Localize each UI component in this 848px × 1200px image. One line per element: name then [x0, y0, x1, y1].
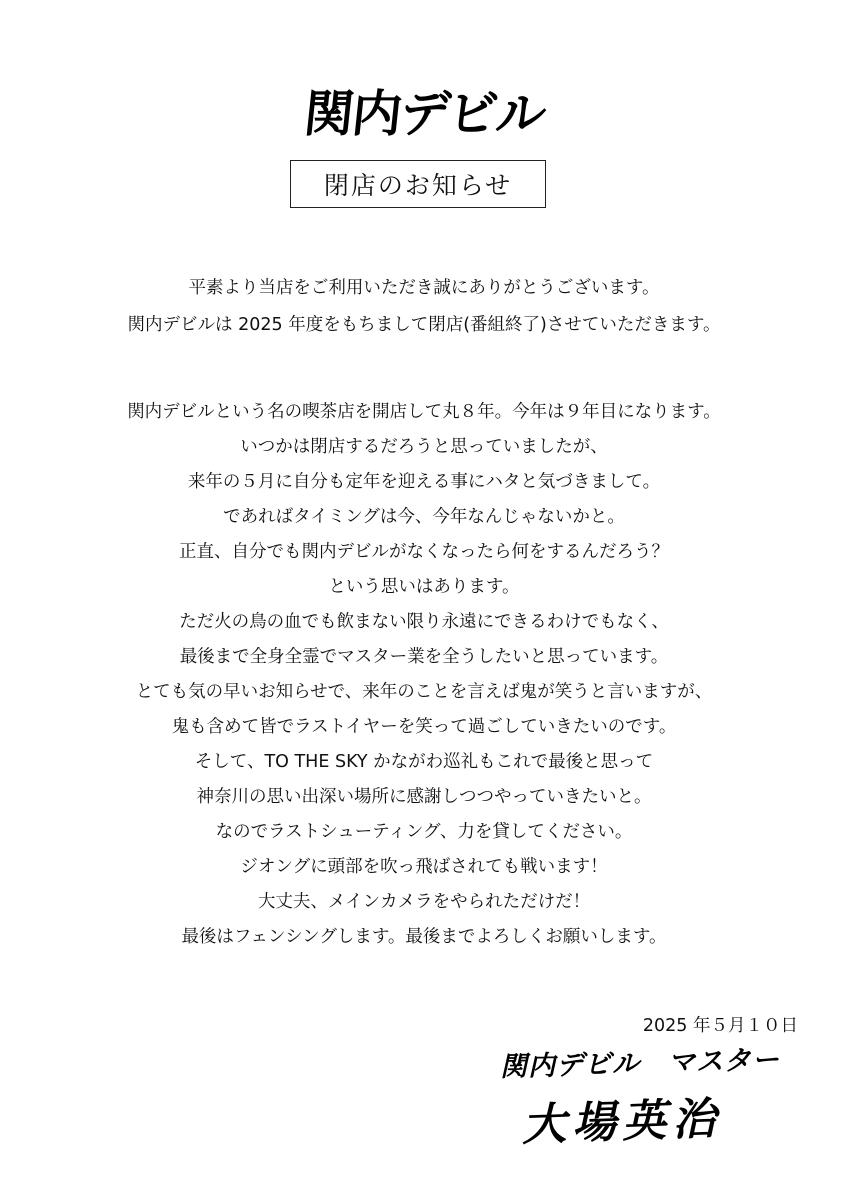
body-line: いつかは閉店するだろうと思っていましたが、 [240, 437, 608, 457]
body-line: 大丈夫、メインカメラをやられただけだ！ [257, 892, 591, 912]
body-line: なのでラストシューティング、力を貸してください。 [215, 822, 633, 842]
signature-title: 関内デビル マスター [499, 1044, 781, 1083]
intro-line: 関内デビルは 2025 年度をもちまして閉店(番組終了)させていただきます。 [127, 315, 721, 335]
notice-title-box [290, 160, 546, 208]
body-line: 来年の５月に自分も定年を迎える事にハタと気づきまして。 [187, 472, 661, 492]
signature-name: 大場英治 [521, 1093, 723, 1152]
body-paragraph [40, 395, 808, 955]
body-line: とても気の早いお知らせで、来年のことを言えば鬼が笑うと言いますが、 [135, 682, 713, 702]
store-logo: 関内デビル [300, 85, 548, 143]
body-line: ジオングに頭部を吹っ飛ばされても戦います！ [240, 857, 608, 877]
body-line: 最後まで全身全霊でマスター業を全うしたいと思っています。 [179, 647, 669, 667]
body-line: 神奈川の思い出深い場所に感謝しつつやっていきたいと。 [196, 787, 652, 807]
body-line: そして、TO THE SKY かながわ巡礼もこれで最後と思って [194, 752, 654, 772]
notice-title: 閉店のお知らせ [323, 171, 513, 200]
body-line: 鬼も含めて皆でラストイヤーを笑って過ごしていきたいのです。 [171, 717, 677, 737]
body-line: 最後はフェンシングします。最後までよろしくお願いします。 [181, 927, 667, 947]
body-line: ただ火の鳥の血でも飲まない限り永遠にできるわけでもなく、 [179, 612, 669, 632]
body-line: 正直、自分でも関内デビルがなくなったら何をするんだろう？ [179, 542, 669, 562]
body-line: であればタイミングは今、今年なんじゃないかと。 [223, 507, 625, 527]
intro-line: 平素より当店をご利用いただき誠にありがとうございます。 [188, 278, 660, 298]
body-line: という思いはあります。 [328, 577, 520, 597]
intro-paragraph [60, 270, 788, 344]
notice-date: 2025 年５月１０日 [642, 1016, 798, 1036]
body-line: 関内デビルという名の喫茶店を開店して丸８年。今年は９年目になります。 [127, 402, 721, 422]
